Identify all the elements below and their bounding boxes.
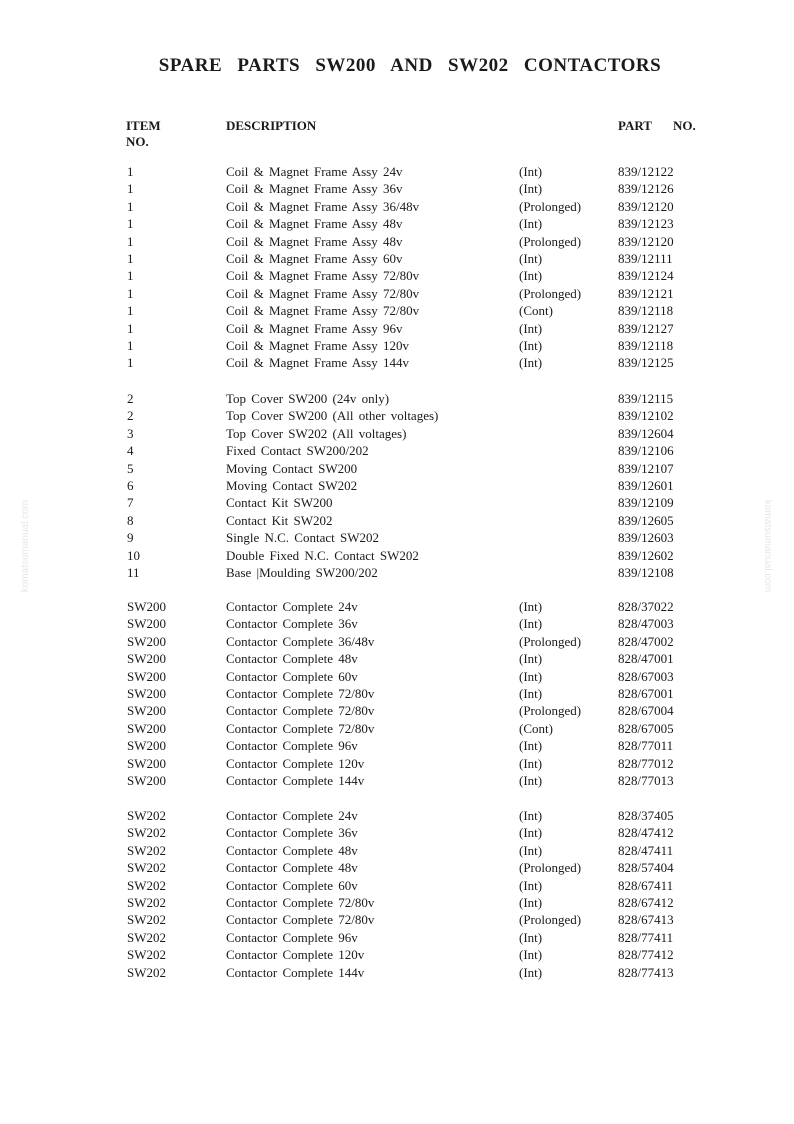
table-row xyxy=(0,720,794,737)
table-row xyxy=(0,285,794,302)
table-row xyxy=(0,702,794,719)
item-no-cell: SW200 xyxy=(127,616,166,632)
type-cell: (Int) xyxy=(519,825,543,841)
table-row xyxy=(0,842,794,859)
description-cell: Contactor Complete 72/80v xyxy=(226,894,375,910)
type-cell: (Prolonged) xyxy=(519,633,582,649)
part-no-cell: 828/67003 xyxy=(618,668,674,684)
description-cell: Coil & Magnet Frame Assy 120v xyxy=(226,337,409,353)
type-cell: (Int) xyxy=(519,808,543,823)
part-no-cell: 828/67413 xyxy=(618,912,674,928)
table-row xyxy=(0,494,794,511)
item-no-cell: SW200 xyxy=(127,651,166,667)
table-row xyxy=(0,320,794,337)
part-no-cell: 828/77411 xyxy=(618,929,674,945)
type-cell: (Int) xyxy=(519,685,543,701)
parts-group xyxy=(0,807,794,981)
part-no-cell: 839/12120 xyxy=(618,233,674,249)
table-row xyxy=(0,650,794,667)
description-cell: Contactor Complete 96v xyxy=(226,738,358,754)
table-row xyxy=(0,598,794,615)
item-no-cell: 1 xyxy=(127,164,134,179)
part-no-cell: 839/12604 xyxy=(618,425,674,441)
table-row xyxy=(0,824,794,841)
part-no-cell: 828/67412 xyxy=(618,894,674,910)
type-cell: (Prolonged) xyxy=(519,198,582,214)
item-no-cell: 1 xyxy=(127,303,134,319)
part-no-cell: 828/47412 xyxy=(618,825,674,841)
type-cell: (Prolonged) xyxy=(519,233,582,249)
description-cell: Contactor Complete 36v xyxy=(226,825,358,841)
table-row xyxy=(0,337,794,354)
table-row xyxy=(0,946,794,963)
item-no-cell: SW202 xyxy=(127,894,166,910)
item-no-cell: 1 xyxy=(127,285,134,301)
part-no-cell: 828/47411 xyxy=(618,842,674,858)
type-cell: (Int) xyxy=(519,772,543,788)
table-row xyxy=(0,390,794,407)
type-cell: (Prolonged) xyxy=(519,703,582,719)
part-no-cell: 839/12122 xyxy=(618,164,674,179)
table-row xyxy=(0,911,794,928)
type-cell: (Int) xyxy=(519,668,543,684)
part-no-cell: 828/67005 xyxy=(618,720,674,736)
part-no-cell: 839/12118 xyxy=(618,303,674,319)
part-no-cell: 839/12108 xyxy=(618,564,674,580)
table-row xyxy=(0,964,794,981)
description-cell: Coil & Magnet Frame Assy 144v xyxy=(226,355,409,371)
part-no-cell: 839/12125 xyxy=(618,355,674,371)
description-cell: Contactor Complete 48v xyxy=(226,651,358,667)
part-no-cell: 839/12109 xyxy=(618,495,674,511)
table-row xyxy=(0,737,794,754)
part-no-cell: 839/12106 xyxy=(618,443,674,459)
type-cell: (Cont) xyxy=(519,720,553,736)
table-row xyxy=(0,772,794,789)
item-no-cell: SW200 xyxy=(127,772,166,788)
type-cell: (Cont) xyxy=(519,303,553,319)
table-row xyxy=(0,615,794,632)
description-cell: Coil & Magnet Frame Assy 24v xyxy=(226,164,403,179)
type-cell: (Int) xyxy=(519,651,543,667)
table-row xyxy=(0,407,794,424)
type-cell: (Int) xyxy=(519,320,543,336)
type-cell: (Int) xyxy=(519,755,543,771)
item-no-cell: 1 xyxy=(127,181,134,197)
part-no-cell: 828/77412 xyxy=(618,947,674,963)
description-cell: Single N.C. Contact SW202 xyxy=(226,530,379,546)
description-cell: Contactor Complete 24v xyxy=(226,599,358,614)
type-cell: (Int) xyxy=(519,929,543,945)
table-row xyxy=(0,564,794,581)
description-cell: Coil & Magnet Frame Assy 72/80v xyxy=(226,285,420,301)
item-no-cell: SW202 xyxy=(127,912,166,928)
type-cell: (Int) xyxy=(519,181,543,197)
table-row xyxy=(0,233,794,250)
description-cell: Contact Kit SW202 xyxy=(226,512,333,528)
part-no-cell: 839/12121 xyxy=(618,285,674,301)
header-description: DESCRIPTION xyxy=(226,118,317,133)
item-no-cell: 2 xyxy=(127,408,134,424)
type-cell: (Int) xyxy=(519,250,543,266)
table-row xyxy=(0,425,794,442)
description-cell: Contactor Complete 120v xyxy=(226,755,365,771)
part-no-cell: 839/12102 xyxy=(618,408,674,424)
page-title: SPARE PARTS SW200 AND SW202 CONTACTORS xyxy=(158,55,662,76)
parts-group xyxy=(0,390,794,581)
type-cell: (Int) xyxy=(519,947,543,963)
description-cell: Contactor Complete 72/80v xyxy=(226,685,375,701)
description-cell: Coil & Magnet Frame Assy 72/80v xyxy=(226,268,420,284)
item-no-cell: 6 xyxy=(127,477,134,493)
table-row xyxy=(0,354,794,371)
part-no-cell: 839/12603 xyxy=(618,530,674,546)
table-row xyxy=(0,215,794,232)
table-row xyxy=(0,633,794,650)
type-cell: (Int) xyxy=(519,599,543,614)
description-cell: Contactor Complete 24v xyxy=(226,808,358,823)
description-cell: Moving Contact SW200 xyxy=(226,460,358,476)
type-cell: (Int) xyxy=(519,877,543,893)
table-row xyxy=(0,547,794,564)
item-no-cell: SW200 xyxy=(127,755,166,771)
part-no-cell: 828/67004 xyxy=(618,703,674,719)
description-cell: Contactor Complete 60v xyxy=(226,877,358,893)
item-no-cell: SW200 xyxy=(127,685,166,701)
type-cell: (Int) xyxy=(519,964,543,980)
part-no-cell: 839/12123 xyxy=(618,216,674,232)
table-row xyxy=(0,442,794,459)
table-row xyxy=(0,163,794,180)
table-row xyxy=(0,668,794,685)
item-no-cell: SW202 xyxy=(127,860,166,876)
item-no-cell: 1 xyxy=(127,198,134,214)
watermark-left: komatsumanual.com xyxy=(20,500,31,593)
table-row xyxy=(0,529,794,546)
type-cell: (Int) xyxy=(519,616,543,632)
item-no-cell: SW200 xyxy=(127,703,166,719)
item-no-cell: SW200 xyxy=(127,599,166,614)
item-no-cell: 3 xyxy=(127,425,134,441)
item-no-cell: 1 xyxy=(127,268,134,284)
item-no-cell: 10 xyxy=(127,547,140,563)
item-no-cell: 7 xyxy=(127,495,134,511)
part-no-cell: 839/12118 xyxy=(618,337,674,353)
table-row xyxy=(0,877,794,894)
type-cell: (Int) xyxy=(519,164,543,179)
description-cell: Coil & Magnet Frame Assy 36v xyxy=(226,181,403,197)
table-row xyxy=(0,894,794,911)
item-no-cell: 1 xyxy=(127,355,134,371)
header-item-no: ITEM NO. xyxy=(126,118,161,149)
description-cell: Contactor Complete 144v xyxy=(226,772,365,788)
table-row xyxy=(0,198,794,215)
part-no-cell: 828/77012 xyxy=(618,755,674,771)
description-cell: Base |Moulding SW200/202 xyxy=(226,564,378,580)
part-no-cell: 839/12124 xyxy=(618,268,674,284)
description-cell: Coil & Magnet Frame Assy 48v xyxy=(226,233,403,249)
description-cell: Contactor Complete 60v xyxy=(226,668,358,684)
table-row xyxy=(0,859,794,876)
description-cell: Contactor Complete 36v xyxy=(226,616,358,632)
table-row xyxy=(0,929,794,946)
part-no-cell: 828/67001 xyxy=(618,685,674,701)
description-cell: Contactor Complete 36/48v xyxy=(226,633,375,649)
item-no-cell: SW202 xyxy=(127,877,166,893)
item-no-cell: 9 xyxy=(127,530,134,546)
description-cell: Contactor Complete 96v xyxy=(226,929,358,945)
part-no-cell: 828/47001 xyxy=(618,651,674,667)
part-no-cell: 839/12120 xyxy=(618,198,674,214)
table-row xyxy=(0,460,794,477)
description-cell: Contactor Complete 72/80v xyxy=(226,912,375,928)
item-no-cell: 4 xyxy=(127,443,134,459)
part-no-cell: 828/77413 xyxy=(618,964,674,980)
part-no-cell: 839/12115 xyxy=(618,391,674,406)
item-no-cell: 1 xyxy=(127,233,134,249)
item-no-cell: SW202 xyxy=(127,964,166,980)
description-cell: Contactor Complete 48v xyxy=(226,860,358,876)
header-part-no: PART NO. xyxy=(618,118,696,133)
description-cell: Contactor Complete 72/80v xyxy=(226,703,375,719)
table-row xyxy=(0,512,794,529)
description-cell: Top Cover SW200 (All other voltages) xyxy=(226,408,439,424)
description-cell: Contactor Complete 120v xyxy=(226,947,365,963)
description-cell: Double Fixed N.C. Contact SW202 xyxy=(226,547,419,563)
type-cell: (Int) xyxy=(519,738,543,754)
item-no-cell: SW202 xyxy=(127,929,166,945)
item-no-cell: SW202 xyxy=(127,842,166,858)
part-no-cell: 828/67411 xyxy=(618,877,674,893)
description-cell: Contact Kit SW200 xyxy=(226,495,333,511)
item-no-cell: SW200 xyxy=(127,738,166,754)
part-no-cell: 828/47003 xyxy=(618,616,674,632)
item-no-cell: SW200 xyxy=(127,720,166,736)
item-no-cell: 1 xyxy=(127,216,134,232)
part-no-cell: 828/77011 xyxy=(618,738,674,754)
description-cell: Moving Contact SW202 xyxy=(226,477,358,493)
description-cell: Top Cover SW200 (24v only) xyxy=(226,391,390,406)
part-no-cell: 839/12127 xyxy=(618,320,674,336)
part-no-cell: 839/12601 xyxy=(618,477,674,493)
item-no-cell: 2 xyxy=(127,391,134,406)
parts-group xyxy=(0,163,794,372)
type-cell: (Int) xyxy=(519,894,543,910)
description-cell: Contactor Complete 72/80v xyxy=(226,720,375,736)
table-row xyxy=(0,477,794,494)
item-no-cell: 1 xyxy=(127,250,134,266)
item-no-cell: 5 xyxy=(127,460,134,476)
description-cell: Contactor Complete 144v xyxy=(226,964,365,980)
part-no-cell: 839/12107 xyxy=(618,460,674,476)
part-no-cell: 828/37022 xyxy=(618,599,674,614)
part-no-cell: 839/12126 xyxy=(618,181,674,197)
table-row xyxy=(0,807,794,824)
item-no-cell: 1 xyxy=(127,337,134,353)
part-no-cell: 828/57404 xyxy=(618,860,674,876)
part-no-cell: 839/12111 xyxy=(618,250,673,266)
item-no-cell: SW200 xyxy=(127,633,166,649)
table-row xyxy=(0,302,794,319)
type-cell: (Prolonged) xyxy=(519,912,582,928)
description-cell: Coil & Magnet Frame Assy 60v xyxy=(226,250,403,266)
table-row xyxy=(0,755,794,772)
description-cell: Coil & Magnet Frame Assy 36/48v xyxy=(226,198,420,214)
item-no-cell: 8 xyxy=(127,512,134,528)
watermark-right: komatsumanual.com xyxy=(762,500,773,593)
table-row xyxy=(0,180,794,197)
type-cell: (Prolonged) xyxy=(519,860,582,876)
part-no-cell: 839/12602 xyxy=(618,547,674,563)
type-cell: (Int) xyxy=(519,216,543,232)
item-no-cell: 11 xyxy=(127,564,140,580)
part-no-cell: 828/77013 xyxy=(618,772,674,788)
description-cell: Fixed Contact SW200/202 xyxy=(226,443,369,459)
item-no-cell: 1 xyxy=(127,320,134,336)
type-cell: (Int) xyxy=(519,842,543,858)
item-no-cell: SW202 xyxy=(127,825,166,841)
item-no-cell: SW202 xyxy=(127,947,166,963)
table-row xyxy=(0,250,794,267)
description-cell: Coil & Magnet Frame Assy 96v xyxy=(226,320,403,336)
item-no-cell: SW200 xyxy=(127,668,166,684)
type-cell: (Int) xyxy=(519,355,543,371)
table-row xyxy=(0,685,794,702)
type-cell: (Int) xyxy=(519,337,543,353)
description-cell: Contactor Complete 48v xyxy=(226,842,358,858)
description-cell: Coil & Magnet Frame Assy 48v xyxy=(226,216,403,232)
part-no-cell: 828/47002 xyxy=(618,633,674,649)
part-no-cell: 839/12605 xyxy=(618,512,674,528)
parts-group xyxy=(0,598,794,789)
type-cell: (Prolonged) xyxy=(519,285,582,301)
part-no-cell: 828/37405 xyxy=(618,808,674,823)
table-row xyxy=(0,267,794,284)
description-cell: Top Cover SW202 (All voltages) xyxy=(226,425,407,441)
description-cell: Coil & Magnet Frame Assy 72/80v xyxy=(226,303,420,319)
item-no-cell: SW202 xyxy=(127,808,166,823)
type-cell: (Int) xyxy=(519,268,543,284)
